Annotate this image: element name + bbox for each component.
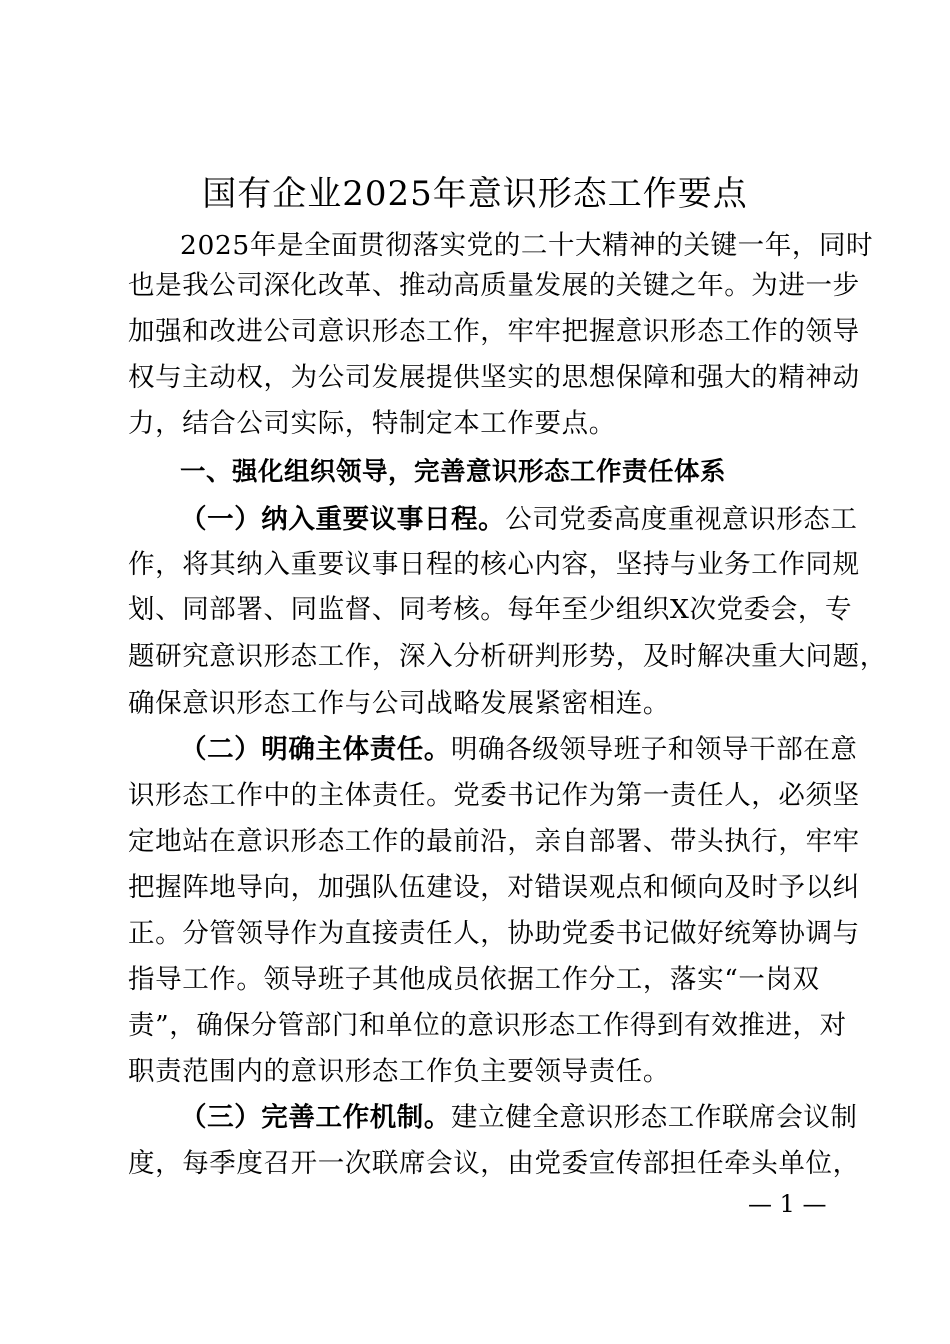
- intro-line-1: 2025年是全面贯彻落实党的二十大精神的关键一年，同时: [180, 230, 874, 261]
- item2-lead: （二）明确主体责任。: [180, 734, 451, 765]
- intro-line-3: 加强和改进公司意识形态工作，牢牢把握意识形态工作的领导: [128, 316, 860, 347]
- item3-line: 度，每季度召开一次联席会议，由党委宣传部担任牵头单位，: [128, 1148, 860, 1179]
- item1-lead: （一）纳入重要议事日程。: [180, 504, 506, 535]
- page-number: — 1 —: [748, 1190, 827, 1218]
- item2-line: 责”，确保分管部门和单位的意识形态工作得到有效推进，对: [128, 1010, 847, 1041]
- item2-line: 定地站在意识形态工作的最前沿，亲自部署、带头执行，牢牢: [128, 826, 860, 857]
- section-heading: 一、强化组织领导，完善意识形态工作责任体系: [180, 457, 727, 487]
- intro-line-5: 力，结合公司实际，特制定本工作要点。: [128, 408, 616, 439]
- intro-line-4: 权与主动权，为公司发展提供坚实的思想保障和强大的精神动: [128, 362, 860, 393]
- item3-lead: （三）完善工作机制。: [180, 1102, 451, 1133]
- item3-first-line: [180, 1098, 858, 1138]
- item1-line: 作，将其纳入重要议事日程的核心内容，坚持与业务工作同规: [128, 549, 860, 580]
- item1-line: 题研究意识形态工作，深入分析研判形势，及时解决重大问题，: [128, 641, 887, 672]
- item1-line: 划、同部署、同监督、同考核。每年至少组织X次党委会，专: [128, 594, 853, 625]
- document-title: 国有企业2025年意识形态工作要点: [202, 174, 748, 214]
- item2-first-line: [180, 730, 858, 770]
- item2-line: 正。分管领导作为直接责任人，协助党委书记做好统筹协调与: [128, 918, 860, 949]
- item3-first-rest: 建立健全意识形态工作联席会议制: [451, 1102, 858, 1133]
- item1-first-line: [180, 500, 858, 540]
- item1-line: 确保意识形态工作与公司战略发展紧密相连。: [128, 688, 670, 719]
- item2-line: 指导工作。领导班子其他成员依据工作分工，落实“一岗双: [128, 964, 820, 995]
- intro-line-2: 也是我公司深化改革、推动高质量发展的关键之年。为进一步: [128, 270, 860, 301]
- item2-line: 职责范围内的意识形态工作负主要领导责任。: [128, 1056, 670, 1087]
- item2-line: 识形态工作中的主体责任。党委书记作为第一责任人，必须坚: [128, 780, 860, 811]
- item2-first-rest: 明确各级领导班子和领导干部在意: [451, 734, 858, 765]
- item2-line: 把握阵地导向，加强队伍建设，对错误观点和倾向及时予以纠: [128, 872, 860, 903]
- item1-first-rest: 公司党委高度重视意识形态工: [505, 504, 858, 535]
